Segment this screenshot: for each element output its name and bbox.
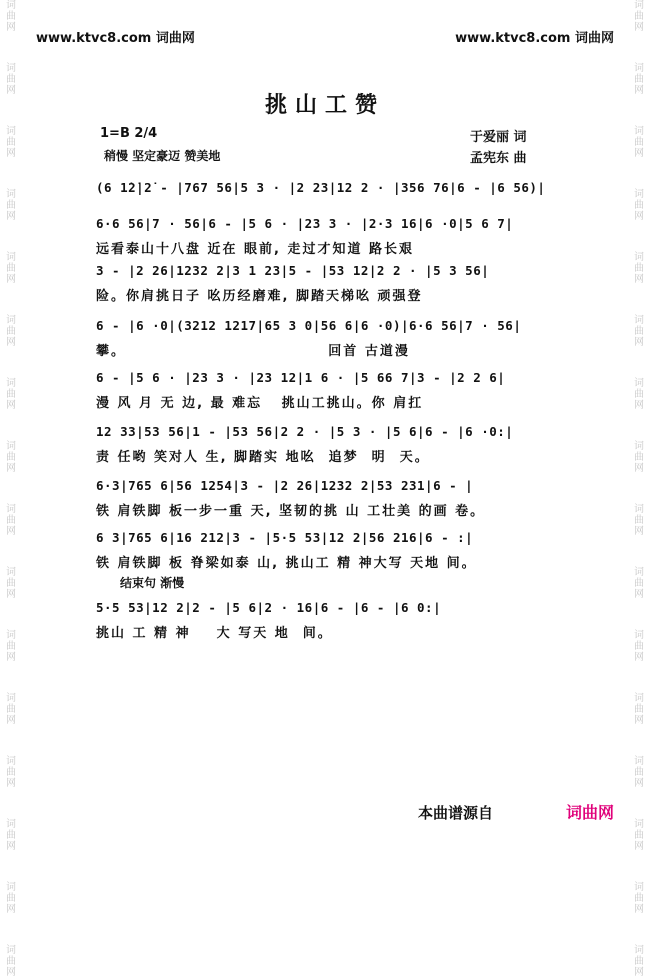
watermark-glyph-group: 词 曲 网 (634, 504, 644, 537)
score-notes-line-3: 3 - |2 26|1232 2|3 1 23|5 - |53 12|2 2 · |5 3 56| (96, 263, 490, 278)
watermark-glyph-group: 词 曲 网 (6, 756, 16, 789)
watermark-glyph-group: 词 曲 网 (634, 882, 644, 915)
tempo-marking: 稍慢 坚定豪迈 赞美地 (104, 149, 221, 163)
watermark-glyph-group: 词 曲 网 (634, 441, 644, 474)
watermark-glyph-group: 词 曲 网 (6, 504, 16, 537)
watermark-glyph-group: 词 曲 网 (6, 693, 16, 726)
watermark-glyph-group: 词 曲 网 (6, 630, 16, 663)
score-notes-line-1: (6 1̇2̇|2̇ - |767 56|5 3 · |2 23|12 2 · |356 76|6 - |6 56)| (96, 180, 546, 195)
lyricist-credit: 于爱丽 词 (470, 130, 527, 145)
watermark-glyph-group: 词 曲 网 (634, 693, 644, 726)
score-lyric-line-4: 攀。 回首 古道漫 (96, 344, 410, 359)
watermark-glyph-group: 词 曲 网 (634, 63, 644, 96)
watermark-glyph-group: 词 曲 网 (6, 441, 16, 474)
watermark-glyph-group: 词 曲 网 (634, 315, 644, 348)
footer-source: 本曲谱源自 (418, 804, 494, 822)
watermark-glyph-group: 词 曲 网 (6, 126, 16, 159)
score-lyric-line-9: 挑山 工 精 神 大 写天 地 间。 (96, 626, 333, 641)
watermark-glyph-group: 词 曲 网 (6, 378, 16, 411)
site-header-right: www.ktvc8.com 词曲网 (455, 31, 614, 46)
watermark-glyph-group: 词 曲 网 (6, 567, 16, 600)
watermark-glyph-group: 词 曲 网 (634, 252, 644, 285)
footer-logo: 词曲网 (566, 803, 615, 822)
watermark-glyph-group: 词 曲 网 (6, 252, 16, 285)
site-header-left: www.ktvc8.com 词曲网 (36, 31, 195, 46)
watermark-glyph-group: 词 曲 网 (6, 189, 16, 222)
score-lyric-line-6: 责 任哟 笑对人 生, 脚踏实 地吆 追梦 明 天。 (96, 450, 430, 465)
score-notes-line-6: 12 33|53 56|1 - |53 56|2 2 · |5 3 · |5 6|6 - |6 ·0:| (96, 424, 514, 439)
composer-credit: 孟宪东 曲 (470, 151, 527, 166)
watermark-glyph-group: 词 曲 网 (634, 630, 644, 663)
watermark-glyph-group: 词 曲 网 (634, 945, 644, 978)
watermark-glyph-group: 词 曲 网 (634, 189, 644, 222)
score-notes-line-9: 5·5 53|12 2|2 - |5 6|2 · 16|6 - |6 - |6 0:| (96, 600, 442, 615)
watermark-glyph-group: 词 曲 网 (6, 945, 16, 978)
watermark-glyph-group: 词 曲 网 (634, 819, 644, 852)
right-watermark (631, 0, 647, 978)
score-lyric-line-5: 漫 风 月 无 边, 最 难忘 挑山工挑山。你 肩扛 (96, 396, 424, 411)
watermark-glyph-group: 词 曲 网 (6, 819, 16, 852)
score-notes-line-4: 6 - |6 ·0|(3212 1217|65 3 0|56 6|6 ·0)|6·6 56|7 · 56| (96, 318, 522, 333)
watermark-glyph-group: 词 曲 网 (6, 63, 16, 96)
watermark-glyph-group: 词 曲 网 (634, 756, 644, 789)
score-lyric-line-2: 远看泰山十八盘 近在 眼前, 走过才知道 路长艰 (96, 242, 415, 257)
watermark-glyph-group: 词 曲 网 (6, 882, 16, 915)
score-notes-line-8: 6 3|765 6|16 212|3 - |5·5 53|12 2|56 216|6 - :| (96, 530, 474, 545)
score-notes-line-2: 6·6 56|7 · 56|6 - |5 6 · |23 3 · |2·3 16|6 ·0|5 6 7| (96, 216, 514, 231)
score-lyric-line-7: 铁 肩铁脚 板一步一重 天, 坚韧的挑 山 工壮美 的画 卷。 (96, 504, 486, 519)
ending-label: 结束句 渐慢 (120, 576, 185, 590)
watermark-glyph-group: 词 曲 网 (6, 0, 16, 33)
left-watermark (3, 0, 19, 978)
song-title: 挑山工赞 (264, 93, 385, 118)
score-notes-line-5: 6 - |5 6 · |23 3 · |23 12|1 6 · |5 66 7|3 - |2 2 6| (96, 370, 506, 385)
watermark-glyph-group: 词 曲 网 (6, 315, 16, 348)
score-notes-line-7: 6·3|765 6|56 1254|3 - |2 26|1232 2|53 231|6 - | (96, 478, 474, 493)
key-time-signature: 1=B 2/4 (100, 126, 158, 141)
watermark-glyph-group: 词 曲 网 (634, 567, 644, 600)
watermark-glyph-group: 词 曲 网 (634, 126, 644, 159)
score-lyric-line-8: 铁 肩铁脚 板 脊梁如泰 山, 挑山工 精 神大写 天地 间。 (96, 556, 477, 571)
watermark-glyph-group: 词 曲 网 (634, 378, 644, 411)
watermark-glyph-group: 词 曲 网 (634, 0, 644, 33)
score-lyric-line-3: 险。你肩挑日子 吆历经磨难, 脚踏天梯吆 顽强登 (96, 289, 423, 304)
